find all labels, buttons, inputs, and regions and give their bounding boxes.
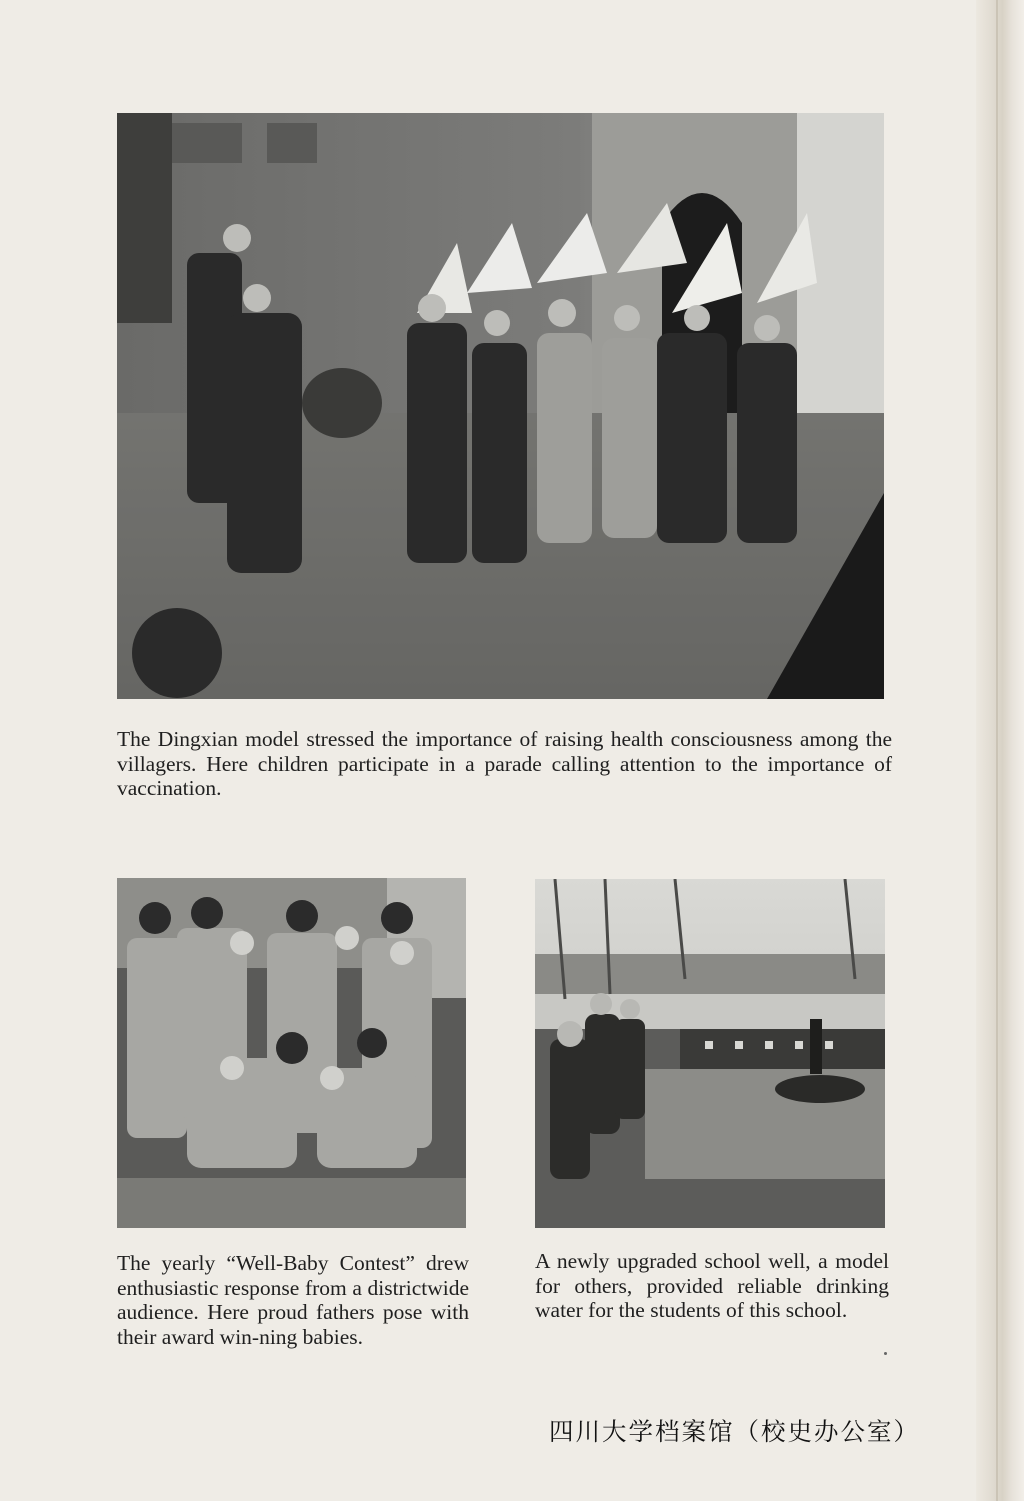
speck (884, 1352, 887, 1355)
well-photo (535, 879, 885, 1228)
babies-caption: The yearly “Well-Baby Contest” drew enthusiastic response from a districtwide audience. Here proud fathers pose with their award win-ning babies. (117, 1251, 469, 1349)
babies-photo (117, 878, 466, 1228)
parade-photo-image (117, 113, 884, 699)
parade-photo (117, 113, 884, 699)
babies-photo-image (117, 878, 466, 1228)
page-edge (976, 0, 1024, 1501)
well-photo-image (535, 879, 885, 1228)
well-caption: A newly upgraded school well, a model for others, provided reliable drinking water for the students of this school. (535, 1249, 889, 1322)
parade-caption: The Dingxian model stressed the importance of raising health consciousness among the villagers. Here children participate in a parade calling attention to the importance of vaccination. (117, 727, 892, 800)
archive-stamp: 四川大学档案馆（校史办公室） (549, 1417, 920, 1446)
